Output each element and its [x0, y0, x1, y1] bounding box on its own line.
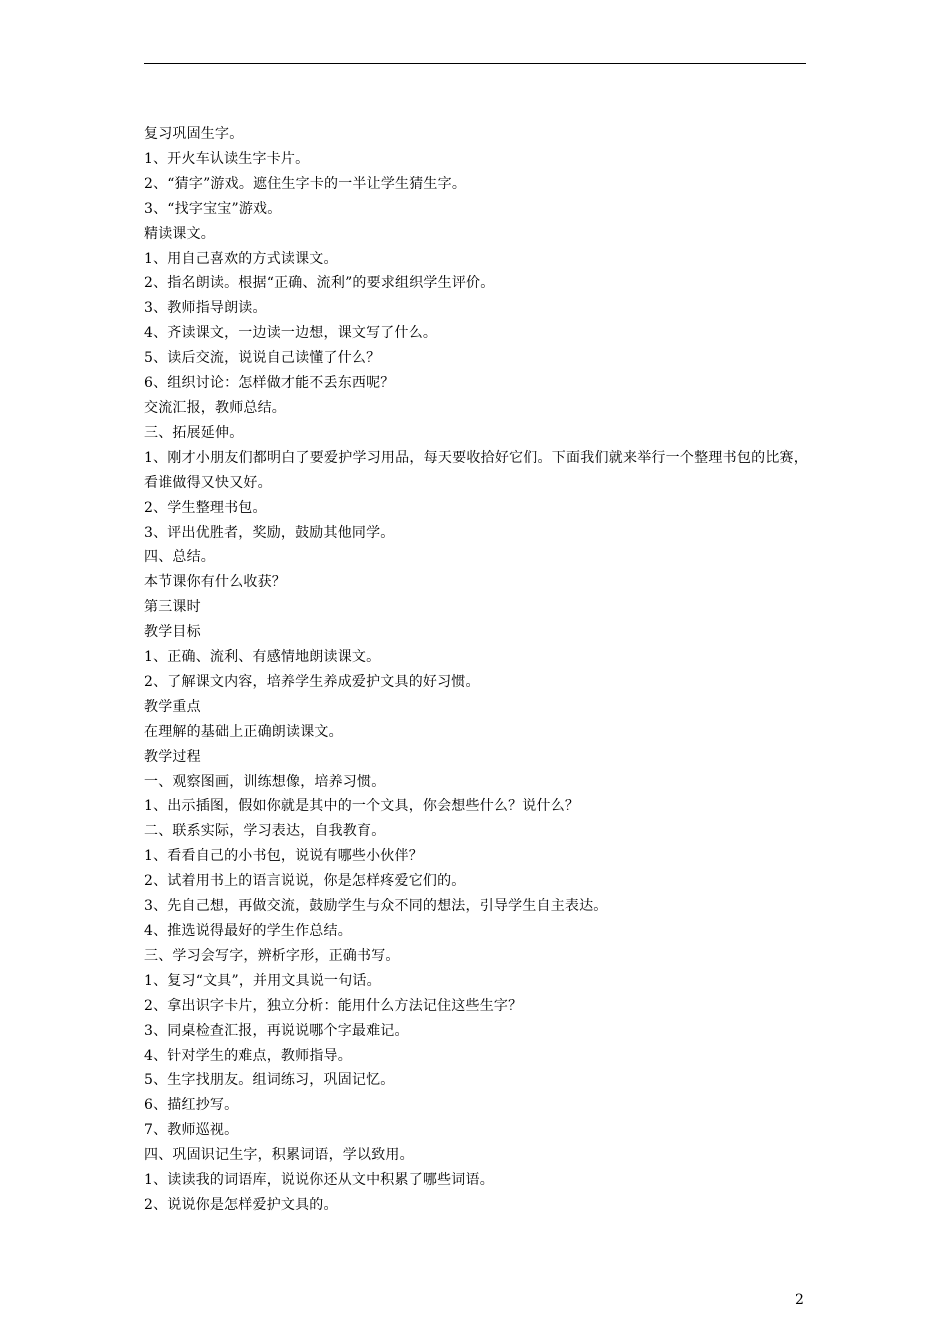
section-heading: 二、联系实际，学习表达，自我教育。 — [144, 823, 386, 840]
text-line: 本节课你有什么收获？ — [144, 574, 286, 591]
text-line: 3、“找字宝宝”游戏。 — [144, 200, 282, 217]
section-heading: 教学重点 — [144, 698, 201, 715]
text-line: 4、齐读课文，一边读一边想，课文写了什么。 — [144, 325, 438, 342]
text-line: 3、评出优胜者，奖励，鼓励其他同学。 — [144, 524, 395, 541]
text-line: 1、开火车认读生字卡片。 — [144, 150, 310, 167]
text-line: 1、用自己喜欢的方式读课文。 — [144, 250, 338, 267]
text-line: 复习巩固生字。 — [144, 126, 244, 142]
text-line: 2、“猜字”游戏。遮住生字卡的一半让学生猜生字。 — [144, 175, 467, 192]
text-line: 2、学生整理书包。 — [144, 499, 267, 516]
text-line: 2、拿出识字卡片，独立分析：能用什么方法记住这些生字？ — [144, 997, 523, 1014]
section-heading: 四、巩固识记生字，积累词语，学以致用。 — [144, 1147, 414, 1164]
text-line: 2、试着用书上的语言说说，你是怎样疼爱它们的。 — [144, 873, 466, 890]
text-line: 1、复习“文具”，并用文具说一句话。 — [144, 972, 381, 989]
section-heading: 四、总结。 — [144, 549, 215, 566]
text-line: 1、正确、流利、有感情地朗读课文。 — [144, 649, 381, 666]
section-heading: 教学目标 — [144, 624, 201, 641]
text-line: 2、说说你是怎样爱护文具的。 — [144, 1196, 338, 1213]
text-line: 2、了解课文内容，培养学生养成爱护文具的好习惯。 — [144, 673, 480, 690]
section-heading: 教学过程 — [144, 748, 201, 765]
section-heading: 精读课文。 — [144, 225, 215, 242]
text-line: 6、组织讨论：怎样做才能不丢东西呢？ — [144, 375, 395, 392]
text-line: 7、教师巡视。 — [144, 1122, 239, 1139]
text-line: 1、读读我的词语库，说说你还从文中积累了哪些词语。 — [144, 1172, 494, 1189]
text-line: 在理解的基础上正确朗读课文。 — [144, 723, 343, 740]
text-line: 3、同桌检查汇报，再说说哪个字最难记。 — [144, 1022, 409, 1039]
text-line: 1、出示插图，假如你就是其中的一个文具，你会想些什么？说什么？ — [144, 798, 580, 815]
document-body — [144, 122, 808, 1218]
page-number: 2 — [795, 1292, 804, 1308]
text-line: 5、读后交流，说说自己读懂了什么？ — [144, 350, 381, 367]
text-line: 4、推选说得最好的学生作总结。 — [144, 923, 352, 939]
text-paragraph: 1、刚才小朋友们都明白了要爱护学习用品，每天要收拾好它们。下面我们就来举行一个整理书包的比赛，看谁做得又快又好。 — [144, 449, 808, 491]
text-line: 1、看看自己的小书包，说说有哪些小伙伴？ — [144, 848, 423, 865]
text-line: 6、描红抄写。 — [144, 1097, 239, 1114]
lesson-heading: 第三课时 — [144, 599, 201, 616]
section-heading: 三、拓展延伸。 — [144, 424, 244, 441]
text-line: 3、先自己想，再做交流，鼓励学生与众不同的想法，引导学生自主表达。 — [144, 898, 608, 915]
text-line: 交流汇报，教师总结。 — [144, 399, 286, 416]
text-line: 3、教师指导朗读。 — [144, 300, 267, 317]
section-heading: 三、学习会写字，辨析字形，正确书写。 — [144, 947, 400, 964]
section-heading: 一、观察图画，训练想像，培养习惯。 — [144, 773, 386, 790]
text-line: 2、指名朗读。根据“正确、流利”的要求组织学生评价。 — [144, 275, 495, 292]
text-line: 5、生字找朋友。组词练习，巩固记忆。 — [144, 1072, 395, 1089]
text-line: 4、针对学生的难点，教师指导。 — [144, 1047, 352, 1064]
header-rule — [144, 63, 806, 64]
